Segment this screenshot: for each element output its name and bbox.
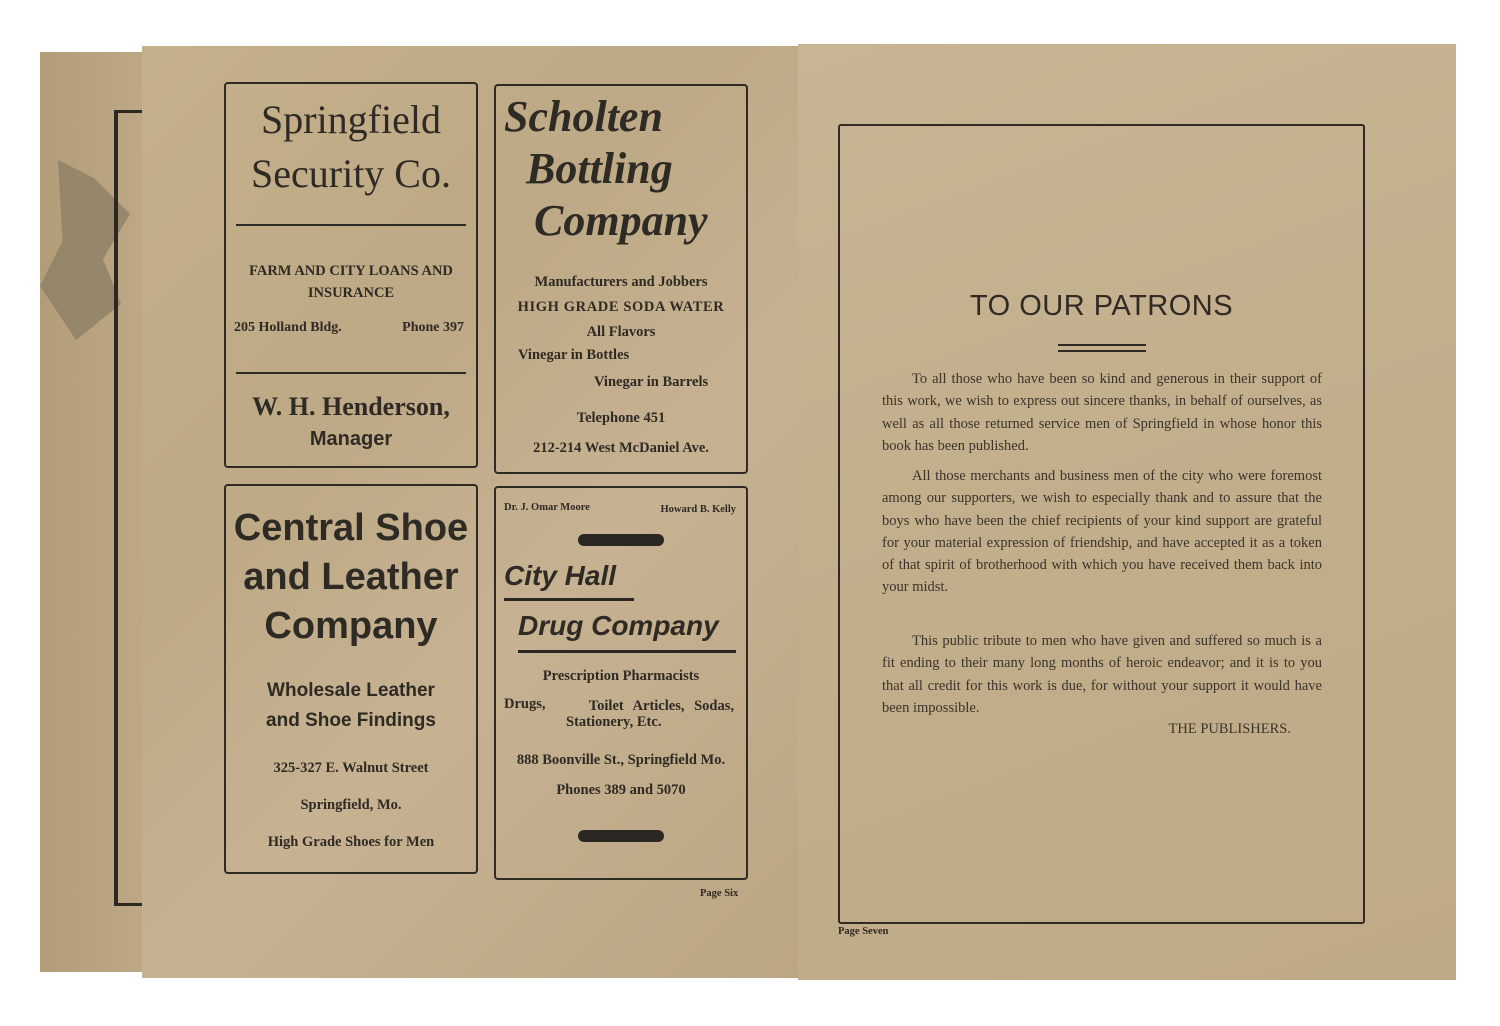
springfield-security-name-line2: Security Co. xyxy=(251,151,451,196)
springfield-security-manager-name: W. H. Henderson, xyxy=(252,392,450,421)
divider xyxy=(236,372,466,374)
ad-scholten-bottling xyxy=(494,84,748,474)
scholten-telephone: Telephone 451 xyxy=(576,410,666,426)
central-shoe-name-line3: Company xyxy=(264,605,438,647)
scholten-product-vinegar-bottles: Vinegar in Bottles xyxy=(518,347,630,363)
underline xyxy=(518,650,736,653)
central-shoe-desc-line2: and Shoe Findings xyxy=(266,710,436,731)
city-hall-goods-toilet: Toilet Articles, Sodas, xyxy=(588,698,734,714)
patrons-title: TO OUR PATRONS xyxy=(969,290,1234,322)
springfield-security-address: 205 Holland Bldg. xyxy=(234,320,342,335)
title-double-rule xyxy=(1058,344,1146,352)
scholten-tagline: Manufacturers and Jobbers xyxy=(534,274,708,290)
patrons-frame xyxy=(838,124,1365,924)
patrons-paragraph-3: This public tribute to men who have given and suffered so much is a fit ending to their many long months of heroic endeavor; and it is to you that all credit for this work is due, for without your support it would have been impossible. xyxy=(882,633,1322,716)
springfield-security-manager-title: Manager xyxy=(309,428,393,450)
city-hall-service: Prescription Pharmacists xyxy=(542,668,700,684)
central-shoe-city: Springfield, Mo. xyxy=(300,797,402,813)
city-hall-name-line1: City Hall xyxy=(504,560,617,591)
city-hall-address: 888 Boonville St., Springfield Mo. xyxy=(516,752,726,768)
scholten-product-vinegar-barrels: Vinegar in Barrels xyxy=(594,374,709,390)
scholten-product-soda: HIGH GRADE SODA WATER xyxy=(517,299,725,315)
patrons-paragraph-1: To all those who have been so kind and generous in their support of this work, we wish to express out sincere thanks, in behalf of ourselves, as well as all those returned service men of Springfield in whose honor this book has been published. xyxy=(882,371,1322,454)
central-shoe-tagline: High Grade Shoes for Men xyxy=(267,834,435,850)
springfield-security-service: FARM AND CITY LOANS AND INSURANCE xyxy=(249,263,453,301)
city-hall-goods-stationery: Stationery, Etc. xyxy=(566,714,662,730)
scholten-name-line3: Company xyxy=(534,196,708,245)
divider xyxy=(236,224,466,226)
proprietor-kelly: Howard B. Kelly xyxy=(660,504,736,515)
proprietor-moore: Dr. J. Omar Moore xyxy=(504,502,590,513)
ad-springfield-security xyxy=(224,82,478,468)
scholten-product-flavors: All Flavors xyxy=(586,324,656,340)
ornamental-bar xyxy=(578,830,664,842)
ad-central-shoe xyxy=(224,484,478,874)
central-shoe-desc-line1: Wholesale Leather xyxy=(267,680,435,701)
city-hall-goods-drugs: Drugs, xyxy=(504,696,546,712)
city-hall-phones: Phones 389 and 5070 xyxy=(556,782,686,798)
patrons-signature: THE PUBLISHERS. xyxy=(1168,721,1291,737)
scholten-address: 212-214 West McDaniel Ave. xyxy=(533,440,709,456)
scholten-name-line1: Scholten xyxy=(504,92,663,141)
springfield-security-name-line1: Springfield xyxy=(261,97,441,142)
central-shoe-address: 325-327 E. Walnut Street xyxy=(273,760,429,776)
ad-city-hall-drug xyxy=(494,486,748,880)
page-number-right: Page Seven xyxy=(838,926,889,937)
springfield-security-phone: Phone 397 xyxy=(402,320,464,335)
central-shoe-name-line1: Central Shoe xyxy=(233,507,469,549)
central-shoe-name-line2: and Leather xyxy=(243,556,459,598)
scholten-name-line2: Bottling xyxy=(526,144,673,193)
patrons-paragraph-2: All those merchants and business men of the city who were foremost among our supporters, we wish to especially thank and to assure that the boys who have been the chief recipients of your kind support are grateful for your material expression of friendship, and have accepted it as a token of that spirit of brotherhood with which you have received them back into your midst. xyxy=(882,468,1322,596)
underline xyxy=(504,598,634,601)
page-number-left: Page Six xyxy=(700,888,739,899)
city-hall-name-line2: Drug Company xyxy=(518,610,719,641)
ornamental-bar xyxy=(578,534,664,546)
